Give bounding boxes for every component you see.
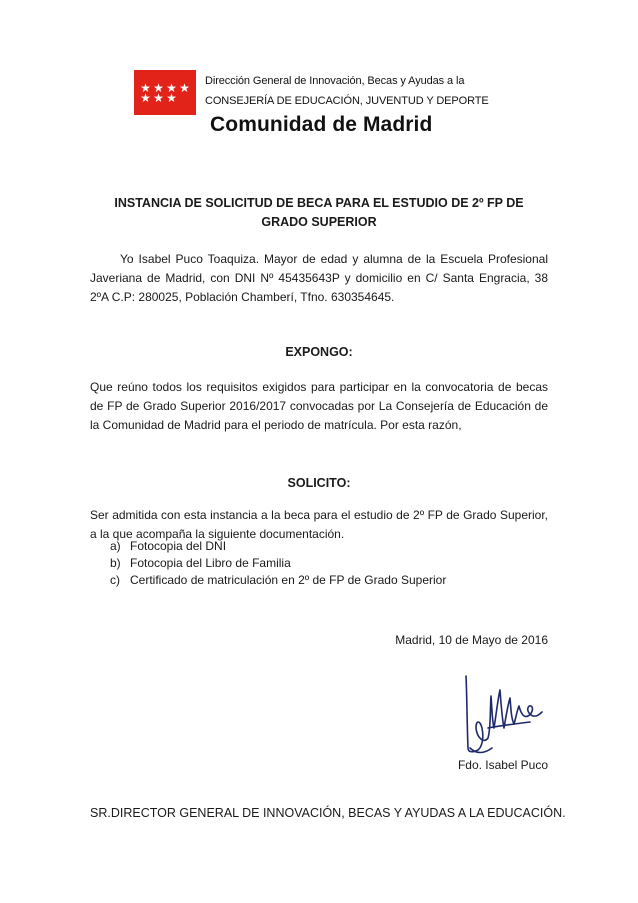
star-icon: ★ — [153, 81, 164, 95]
list-marker: c) — [110, 573, 120, 587]
list-item — [110, 572, 446, 589]
addressee-line: SR.DIRECTOR GENERAL DE INNOVACIÓN, BECAS Y AYUDAS A LA EDUCACIÓN. — [90, 806, 566, 820]
handwritten-signature — [458, 668, 548, 756]
documentation-list — [110, 538, 446, 589]
signature-name: Fdo. Isabel Puco — [457, 758, 548, 772]
star-icon: ★ — [166, 91, 177, 105]
place-date: Madrid, 10 de Mayo de 2016 — [395, 633, 548, 647]
org-directorate: Dirección General de Innovación, Becas y Ayudas a la — [205, 75, 465, 87]
org-ministry: CONSEJERÍA DE EDUCACIÓN, JUVENTUD Y DEPORTE — [205, 95, 489, 107]
list-item — [110, 538, 446, 555]
expongo-paragraph: Que reúno todos los requisitos exigidos para participar en la convocatoria de becas de FP de Grado Superior 2016/2017 convocadas por La Consejería de Educación de la Comunidad de Madrid para el periodo de matrícula. Por esta razón, — [90, 380, 548, 432]
star-icon: ★ — [153, 91, 164, 105]
star-icon: ★ — [166, 81, 177, 95]
brand-wordmark: Comunidad de Madrid — [210, 113, 433, 136]
list-item — [110, 555, 446, 572]
list-item-text: Certificado de matriculación en 2º de FP de Grado Superior — [130, 573, 447, 587]
document-title: INSTANCIA DE SOLICITUD DE BECA PARA EL ESTUDIO DE 2º FP DE GRADO SUPERIOR — [114, 196, 524, 229]
star-icon: ★ — [179, 81, 190, 95]
intro-paragraph: Yo Isabel Puco Toaquiza. Mayor de edad y alumna de la Escuela Profesional Javeriana de Madrid, con DNI Nº 45435643P y domicilio en C/ Santa Engracia, 38 2ºA C.P: 280025, Población Chamberí, Tfno. 630354645. — [90, 252, 548, 304]
solicito-paragraph: Ser admitida con esta instancia a la beca para el estudio de 2º FP de Grado Superior, a la que acompaña la siguiente documentación. — [90, 508, 548, 541]
list-item-text: Fotocopia del Libro de Familia — [130, 556, 291, 570]
madrid-flag-logo — [134, 70, 196, 115]
expongo-heading: EXPONGO: — [285, 345, 353, 359]
list-marker: b) — [110, 556, 121, 570]
star-icon: ★ — [140, 91, 151, 105]
flag-stars — [140, 83, 190, 103]
solicito-heading: SOLICITO: — [287, 476, 351, 490]
list-marker: a) — [110, 539, 121, 553]
star-icon: ★ — [140, 81, 151, 95]
list-item-text: Fotocopia del DNI — [130, 539, 227, 553]
